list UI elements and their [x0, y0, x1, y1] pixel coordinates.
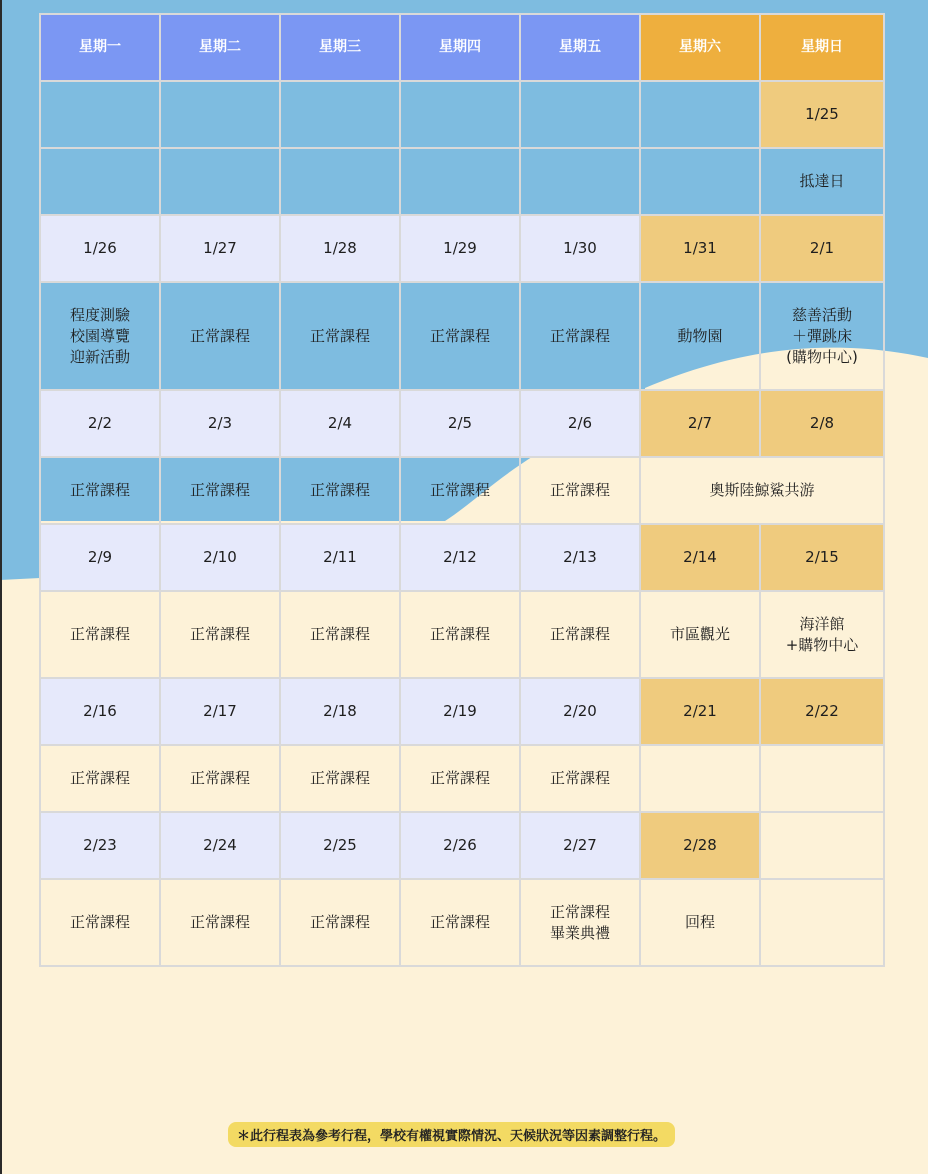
empty-cell	[520, 81, 640, 148]
header-monday: 星期一	[40, 14, 160, 81]
activity-cell: 正常課程	[40, 745, 160, 812]
date-cell: 1/25	[760, 81, 884, 148]
empty-cell	[760, 745, 884, 812]
header-sunday: 星期日	[760, 14, 884, 81]
date-row	[40, 812, 884, 879]
header-thursday: 星期四	[400, 14, 520, 81]
activity-cell: 正常課程	[40, 591, 160, 678]
activity-cell: 正常課程	[280, 591, 400, 678]
date-cell: 1/27	[160, 215, 280, 282]
activity-cell: 正常課程	[160, 457, 280, 524]
activity-cell: 抵達日	[760, 148, 884, 215]
date-row	[40, 678, 884, 745]
date-cell: 1/28	[280, 215, 400, 282]
empty-cell	[160, 148, 280, 215]
date-row	[40, 524, 884, 591]
empty-cell	[40, 81, 160, 148]
date-cell: 2/14	[640, 524, 760, 591]
activity-cell: 正常課程	[280, 879, 400, 966]
activity-cell: 正常課程	[400, 879, 520, 966]
empty-cell	[520, 148, 640, 215]
activity-cell: 正常課程	[160, 745, 280, 812]
weekday-header-row	[40, 14, 884, 81]
activity-row	[40, 745, 884, 812]
activity-cell: 海洋館 +購物中心	[760, 591, 884, 678]
activity-cell: 正常課程	[400, 745, 520, 812]
date-cell: 2/13	[520, 524, 640, 591]
activity-cell: 正常課程	[520, 457, 640, 524]
activity-cell: 正常課程	[280, 745, 400, 812]
empty-cell	[640, 745, 760, 812]
date-row	[40, 390, 884, 457]
activity-cell: 正常課程	[400, 591, 520, 678]
date-row	[40, 215, 884, 282]
date-cell: 2/10	[160, 524, 280, 591]
date-cell: 2/17	[160, 678, 280, 745]
activity-cell: 正常課程	[40, 457, 160, 524]
date-cell: 2/28	[640, 812, 760, 879]
activity-row	[40, 282, 884, 390]
activity-cell: 正常課程	[520, 282, 640, 390]
schedule-table	[39, 13, 885, 967]
date-cell: 2/9	[40, 524, 160, 591]
activity-row	[40, 148, 884, 215]
date-cell: 2/16	[40, 678, 160, 745]
activity-cell: 正常課程	[400, 282, 520, 390]
activity-cell: 慈善活動 ＋彈跳床 (購物中心)	[760, 282, 884, 390]
header-friday: 星期五	[520, 14, 640, 81]
window-edge	[0, 0, 2, 1174]
empty-cell	[40, 148, 160, 215]
date-cell: 2/24	[160, 812, 280, 879]
header-wednesday: 星期三	[280, 14, 400, 81]
activity-cell: 正常課程	[160, 879, 280, 966]
date-cell: 2/12	[400, 524, 520, 591]
header-tuesday: 星期二	[160, 14, 280, 81]
date-cell: 2/26	[400, 812, 520, 879]
date-cell: 2/6	[520, 390, 640, 457]
date-cell: 2/25	[280, 812, 400, 879]
header-saturday: 星期六	[640, 14, 760, 81]
date-cell: 2/7	[640, 390, 760, 457]
date-row	[40, 81, 884, 148]
date-cell: 2/8	[760, 390, 884, 457]
activity-cell: 正常課程	[160, 282, 280, 390]
footnote-badge: ＊此行程表為參考行程，學校有權視實際情況、天候狀況等因素調整行程。	[228, 1122, 675, 1147]
activity-cell: 正常課程	[520, 591, 640, 678]
empty-cell	[760, 812, 884, 879]
activity-cell-weekend: 奧斯陸鯨鯊共游	[640, 457, 884, 524]
activity-cell: 正常課程	[400, 457, 520, 524]
date-cell: 2/18	[280, 678, 400, 745]
activity-row	[40, 457, 884, 524]
empty-cell	[160, 81, 280, 148]
activity-cell: 動物園	[640, 282, 760, 390]
activity-cell: 正常課程	[160, 591, 280, 678]
empty-cell	[760, 879, 884, 966]
activity-cell: 正常課程	[520, 745, 640, 812]
empty-cell	[640, 148, 760, 215]
date-cell: 2/2	[40, 390, 160, 457]
date-cell: 2/23	[40, 812, 160, 879]
date-cell: 2/22	[760, 678, 884, 745]
date-cell: 2/27	[520, 812, 640, 879]
activity-cell: 正常課程	[40, 879, 160, 966]
date-cell: 2/1	[760, 215, 884, 282]
activity-row	[40, 879, 884, 966]
empty-cell	[280, 148, 400, 215]
date-cell: 2/21	[640, 678, 760, 745]
date-cell: 2/20	[520, 678, 640, 745]
activity-cell: 正常課程	[280, 282, 400, 390]
activity-row	[40, 591, 884, 678]
activity-cell: 回程	[640, 879, 760, 966]
date-cell: 2/11	[280, 524, 400, 591]
date-cell: 2/19	[400, 678, 520, 745]
date-cell: 1/26	[40, 215, 160, 282]
empty-cell	[400, 81, 520, 148]
date-cell: 2/5	[400, 390, 520, 457]
activity-cell: 程度測驗 校園導覽 迎新活動	[40, 282, 160, 390]
date-cell: 2/3	[160, 390, 280, 457]
activity-cell: 市區觀光	[640, 591, 760, 678]
date-cell: 2/15	[760, 524, 884, 591]
activity-cell: 正常課程 畢業典禮	[520, 879, 640, 966]
date-cell: 2/4	[280, 390, 400, 457]
empty-cell	[400, 148, 520, 215]
date-cell: 1/29	[400, 215, 520, 282]
empty-cell	[640, 81, 760, 148]
empty-cell	[280, 81, 400, 148]
activity-cell: 正常課程	[280, 457, 400, 524]
date-cell: 1/30	[520, 215, 640, 282]
date-cell: 1/31	[640, 215, 760, 282]
